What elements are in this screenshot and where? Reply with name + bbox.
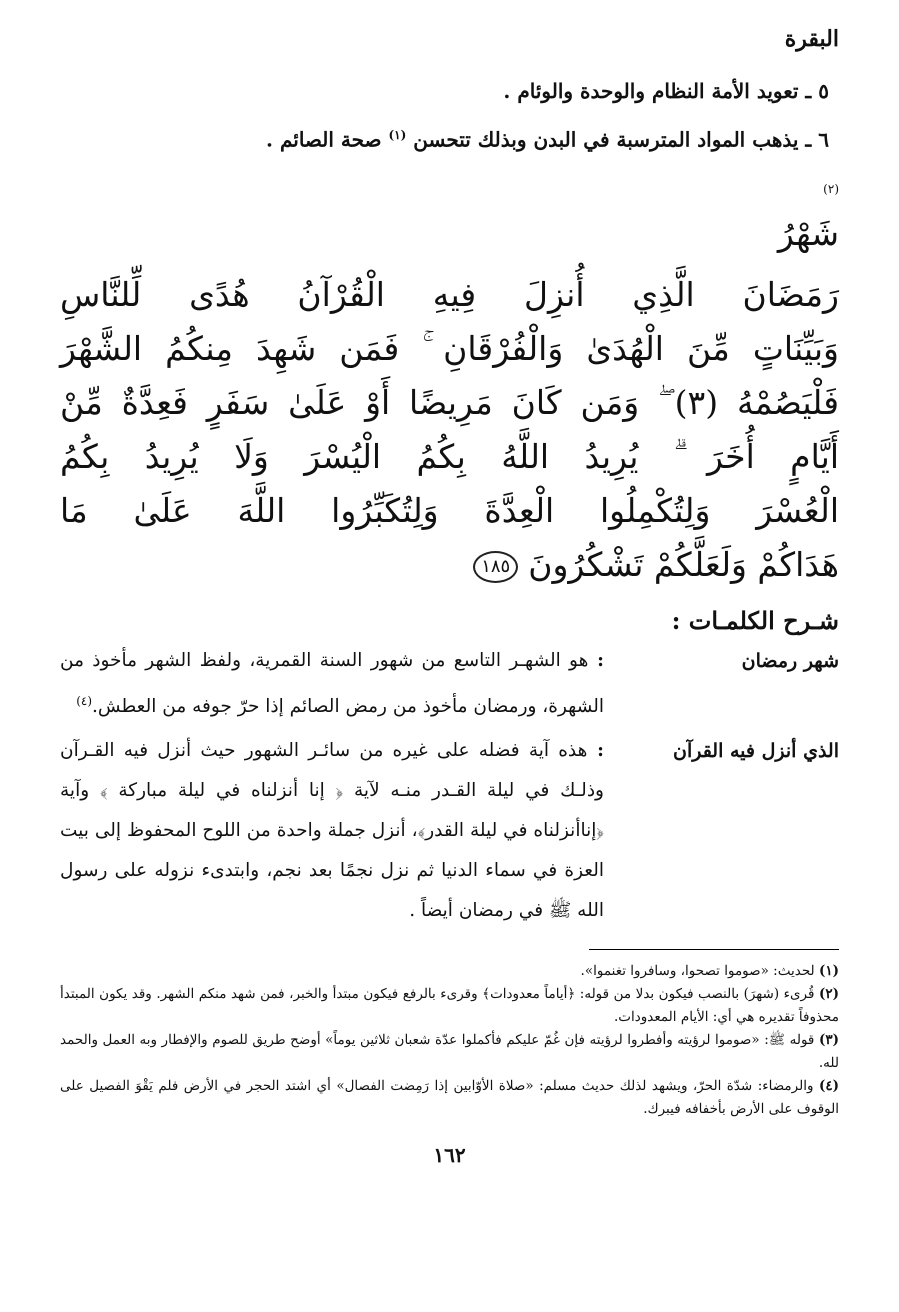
point-5: ٥ ـ تعويد الأمة النظام والوحدة والوئام .	[503, 79, 829, 103]
quran-verse	[60, 169, 839, 592]
point-text: تعويد الأمة النظام والوحدة والوئام .	[503, 79, 799, 103]
quran-line: أَيَّامٍ أُخَرَ ۗ يُرِيدُ اللَّهُ بِكُمُ الْيُسْرَ وَلَا يُرِيدُ بِكُمُ	[60, 436, 839, 476]
quran-line: الْعُسْرَ وَلِتُكْمِلُوا الْعِدَّةَ وَلِتُكَبِّرُوا اللَّهَ عَلَىٰ مَا	[60, 490, 839, 530]
quran-line: وَبَيِّنَاتٍ مِّنَ الْهُدَىٰ وَالْفُرْقَانِ ۚ فَمَن شَهِدَ مِنكُمُ الشَّهْرَ	[60, 328, 839, 368]
footnote-text: قُرىء (شهرَ) بالنصب فيكون بدلا من قوله: ﴿أياماً معدودات﴾ وقرىء بالرفع فيكون مبتدأ والخبر، فمن شهد منكم الشهر. وقد يكون المبتدأ محذوفاً تقديره هي أي: الأيام المعدودات.	[60, 985, 839, 1025]
footnote-divider	[589, 949, 839, 950]
point-number: ٥	[818, 79, 829, 103]
glossary-term: شهر رمضان	[741, 649, 839, 672]
glossary-heading: شـرح الكلمـات :	[671, 605, 839, 635]
footnote-ref: (٢)	[823, 181, 839, 196]
quran-line: فَلْيَصُمْهُ (٣) ۖ وَمَن كَانَ مَرِيضًا أَوْ عَلَىٰ سَفَرٍ فَعِدَّةٌ مِّنْ	[60, 382, 839, 422]
point-text-after: صحة الصائم .	[266, 127, 382, 152]
definition-text: هذه آية فضله على غيره من سائـر الشهور حيث أنزل فيه القـرآن وذلـك في ليلة القـدر منـه لآية ﴿ إنا أنزلناه في ليلة مباركة ﴾ وآية ﴿إناأنزلناه في ليلة القدر﴾، أنزل جملة واحدة من اللوح المحفوظ إلى بيت العزة في سماء الدنيا ثم نزل نجمًا بعد نجم، وابتدىء نزوله على رسول الله ﷺ في رمضان أيضاً .	[60, 739, 604, 921]
quran-line-text: هَدَاكُمْ وَلَعَلَّكُمْ تَشْكُرُونَ	[528, 544, 839, 584]
footnote-number: (٣)	[818, 1031, 839, 1048]
point-text: يذهب المواد المترسبة في البدن وبذلك تتحسن	[413, 127, 799, 152]
glossary-term: الذي أنزل فيه القرآن	[672, 739, 839, 762]
surah-header: البقرة	[784, 26, 839, 52]
footnote-number: (٤)	[818, 1077, 839, 1094]
ayah-number-marker: ١٨٥	[473, 551, 518, 583]
point-number: ٦	[818, 127, 829, 152]
footnote-text: والرمضاء: شدّة الحرّ، ويشهد لذلك حديث مسلم: «صلاة الأوّابين إذا رَمِضت الفصال» أي اشتد الحجر في الأرض فلم يَقْوَ الفصيل على الوقوف على الأرض بأخفافه فيبرك.	[60, 1077, 839, 1117]
quran-line	[60, 169, 839, 254]
footnote-number: (٢)	[818, 985, 839, 1002]
footnote-text: لحديث: «صوموا تصحوا، وسافروا تغنموا».	[580, 962, 815, 979]
glossary-definition: : هذه آية فضله على غيره من سائـر الشهور حيث أنزل فيه القـرآن وذلـك في ليلة القـدر منـه لآية ﴿ إنا أنزلناه في ليلة مباركة ﴾ وآية ﴿إناأنزلناه في ليلة القدر﴾، أنزل جملة واحدة من اللوح المحفوظ إلى بيت العزة في سماء الدنيا ثم نزل نجمًا بعد نجم، وابتدىء نزوله على رسول الله ﷺ في رمضان أيضاً .	[60, 739, 604, 921]
definition-text: هو الشهـر التاسع من شهور السنة القمرية، ولفظ الشهر مأخوذ من الشهرة، ورمضان مأخوذ من رمض الصائم إذا حرّ جوفه من العطش.	[60, 649, 604, 717]
page-number: ١٦٢	[433, 1142, 466, 1167]
quran-line-text: شَهْرُ	[777, 213, 839, 253]
footnote	[60, 1075, 839, 1121]
quran-line: رَمَضَانَ الَّذِي أُنزِلَ فِيهِ الْقُرْآنُ هُدًى لِّلنَّاسِ	[60, 274, 839, 314]
footnote	[60, 1029, 839, 1075]
footnote-ref: (١)	[388, 128, 407, 142]
quran-line	[60, 538, 839, 592]
glossary-entry	[60, 731, 839, 931]
footnote-ref: (٤)	[76, 693, 93, 708]
footnote-text: قوله ﷺ: «صوموا لرؤيته وأفطروا لرؤيته فإن غُمّ عليكم فأكملوا عدّة شعبان ثلاثين يوماً» أوضح طريق للصوم والإفطار وبه العمل والحمد لله.	[60, 1031, 839, 1071]
footnote	[60, 960, 839, 983]
footnote	[60, 983, 839, 1029]
glossary-entry	[60, 641, 839, 727]
point-6: ٦ ـ يذهب المواد المترسبة في البدن وبذلك تتحسن $^{(١)}$ صحة الصائم .	[266, 127, 829, 152]
glossary-definition: : هو الشهـر التاسع من شهور السنة القمرية، ولفظ الشهر مأخوذ من الشهرة، ورمضان مأخوذ من رمض الصائم إذا حرّ جوفه من العطش.$^{(٤)}$	[60, 649, 604, 717]
footnote-number: (١)	[818, 962, 839, 979]
footnotes	[60, 960, 839, 1121]
